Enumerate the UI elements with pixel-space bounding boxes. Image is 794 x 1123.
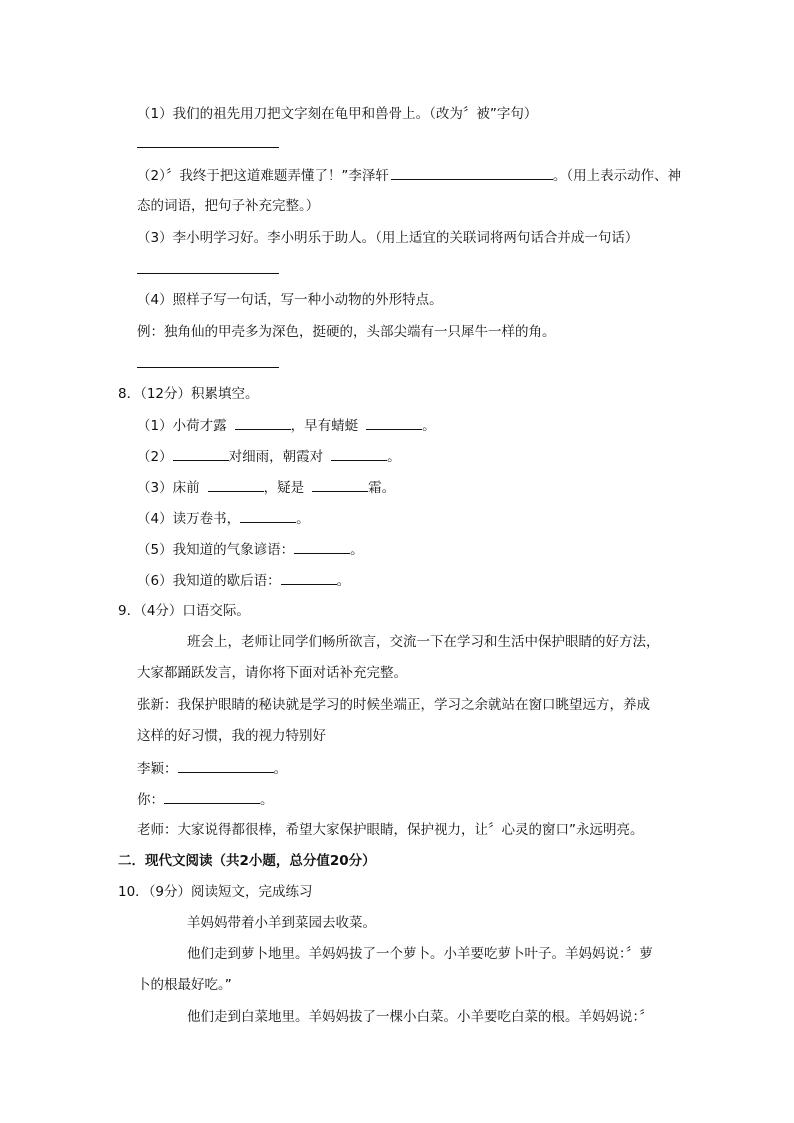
blank-8-4[interactable] bbox=[240, 508, 296, 523]
answer-blank-2[interactable] bbox=[391, 165, 553, 180]
q8-item-2-text-c: 。 bbox=[387, 449, 401, 465]
q8-item-2-text: （2） bbox=[137, 449, 173, 465]
q7-item-2 bbox=[137, 165, 681, 185]
section-2-heading: 二．现代文阅读（共2小题，总分值20分） bbox=[118, 853, 376, 869]
q8-heading: 8．（12分）积累填空。 bbox=[118, 386, 259, 402]
q8-item-3-text-c: 霜。 bbox=[368, 480, 396, 496]
q7-item-2-text: （2）〞我终于把这道难题弄懂了！”李泽轩 bbox=[137, 168, 389, 184]
blank-8-1b[interactable] bbox=[366, 415, 422, 430]
q10-paragraph-3: 他们走到白菜地里。羊妈妈拔了一棵小白菜。小羊要吃白菜的根。羊妈妈说：〞 bbox=[187, 1009, 653, 1025]
q8-item-4-text: （4）读万卷书， bbox=[137, 511, 241, 527]
q10-paragraph-1: 羊妈妈带着小羊到菜园去收菜。 bbox=[187, 915, 376, 931]
q8-item-2-text-b: 对细雨，朝霞对 bbox=[228, 449, 324, 465]
blank-8-5[interactable] bbox=[294, 539, 350, 554]
q8-item-6-text: （6）我知道的歇后语： bbox=[137, 573, 281, 589]
q9-paragraph-cont: 大家都踊跃发言，请你将下面对话补充完整。 bbox=[137, 665, 407, 681]
q8-item-3-text: （3）床前 bbox=[137, 480, 200, 496]
answer-line-4[interactable] bbox=[137, 367, 279, 368]
blank-8-2b[interactable] bbox=[331, 446, 387, 461]
q10-paragraph-2: 他们走到萝卜地里。羊妈妈拔了一个萝卜。小羊要吃萝卜叶子。羊妈妈说：〞萝 bbox=[187, 946, 653, 962]
blank-8-3b[interactable] bbox=[312, 477, 368, 492]
q8-item-6 bbox=[137, 570, 350, 590]
blank-8-6[interactable] bbox=[281, 570, 337, 585]
q9-zhangxin-cont: 这样的好习惯，我的视力特别好 bbox=[137, 728, 326, 744]
q8-item-5-text: （5）我知道的气象谚语： bbox=[137, 542, 295, 558]
q10-paragraph-2-cont: 卜的根最好吃。” bbox=[137, 977, 232, 993]
blank-9-liying[interactable] bbox=[178, 758, 274, 773]
q9-teacher: 老师：大家说得都很棒，希望大家保护眼睛，保护视力，让〞心灵的窗口”永远明亮。 bbox=[137, 822, 644, 838]
q7-item-2-cont: 态的词语，把句子补充完整。） bbox=[137, 198, 320, 214]
blank-8-3a[interactable] bbox=[208, 477, 264, 492]
q9-ni bbox=[137, 789, 274, 809]
q10-heading: 10．（9分）阅读短文，完成练习 bbox=[118, 884, 313, 900]
q8-item-2 bbox=[137, 446, 401, 466]
q7-item-3: （3）李小明学习好。李小明乐于助人。（用上适宜的关联词将两句话合并成一句话） bbox=[137, 230, 639, 246]
q9-liying bbox=[137, 758, 287, 778]
q9-liying-label: 李颖： bbox=[137, 761, 178, 777]
q8-item-4-text-c: 。 bbox=[296, 511, 310, 527]
q7-item-4: （4）照样子写一句话，写一种小动物的外形特点。 bbox=[137, 292, 443, 308]
blank-8-2a[interactable] bbox=[173, 446, 229, 461]
q7-item-4-example: 例：独角仙的甲壳多为深色，挺硬的，头部尖端有一只犀牛一样的角。 bbox=[137, 324, 556, 340]
q9-zhangxin: 张新：我保护眼睛的秘诀就是学习的时候坐端正，学习之余就站在窗口眺望远方，养成 bbox=[137, 697, 650, 713]
q8-item-3 bbox=[137, 477, 395, 497]
q9-ni-label: 你： bbox=[137, 792, 164, 808]
blank-9-ni[interactable] bbox=[164, 789, 260, 804]
q9-paragraph: 班会上，老师让同学们畅所欲言，交流一下在学习和生活中保护眼睛的好方法， bbox=[187, 634, 660, 650]
q9-heading: 9．（4分）口语交际。 bbox=[118, 603, 250, 619]
q8-item-1-text-c: 。 bbox=[422, 418, 436, 434]
q9-liying-end: 。 bbox=[273, 761, 287, 777]
q8-item-5-text-c: 。 bbox=[350, 542, 364, 558]
answer-line-3[interactable] bbox=[137, 273, 279, 274]
q8-item-1-text-b: ，早有蜻蜓 bbox=[290, 418, 359, 434]
answer-line-1[interactable] bbox=[137, 147, 279, 148]
q8-item-6-text-c: 。 bbox=[336, 573, 351, 589]
q8-item-1 bbox=[137, 415, 436, 435]
q8-item-1-text: （1）小荷才露 bbox=[137, 418, 227, 434]
q7-item-1: （1）我们的祖先用刀把文字刻在龟甲和兽骨上。（改为〞被”字句） bbox=[137, 106, 538, 122]
blank-8-1a[interactable] bbox=[235, 415, 291, 430]
q7-item-2-text-end: 。（用上表示动作、神 bbox=[552, 168, 682, 184]
q8-item-5 bbox=[137, 539, 364, 559]
q9-ni-end: 。 bbox=[260, 792, 274, 808]
q8-item-4 bbox=[137, 508, 310, 528]
q8-item-3-text-b: ，疑是 bbox=[263, 480, 305, 496]
